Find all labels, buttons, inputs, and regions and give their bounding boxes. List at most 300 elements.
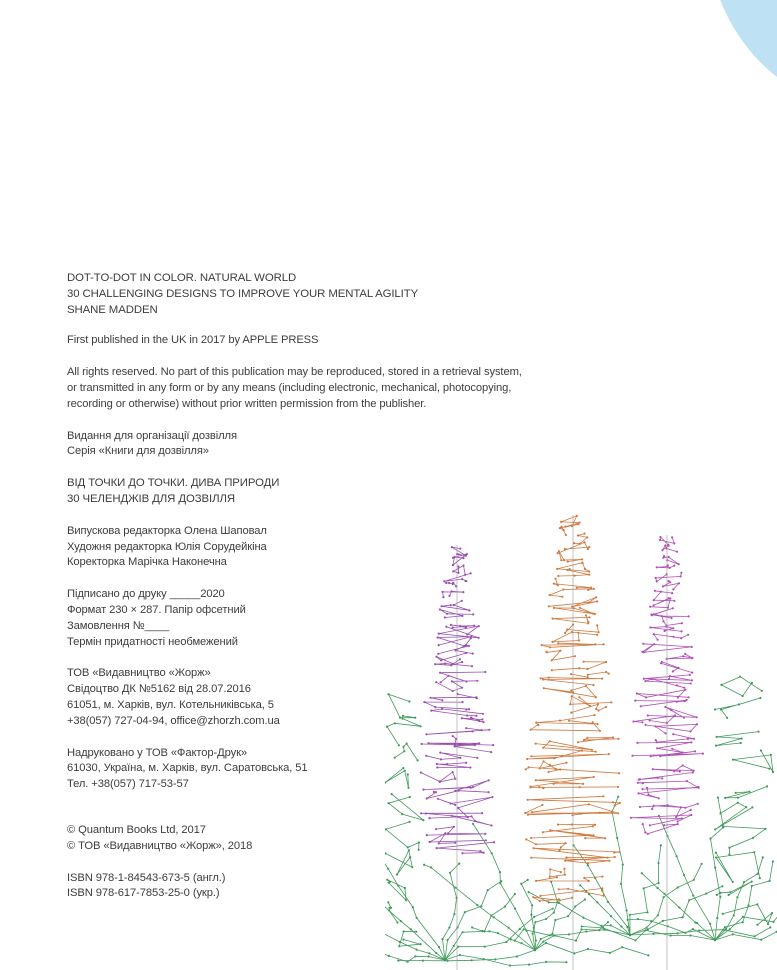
- dot: [497, 932, 499, 934]
- dot: [529, 786, 531, 788]
- dot-path: [657, 565, 674, 568]
- dot: [664, 732, 666, 734]
- dot: [751, 885, 753, 887]
- dot: [459, 954, 461, 956]
- dot: [571, 823, 573, 825]
- dot: [756, 924, 758, 926]
- dot: [574, 655, 576, 657]
- dot-path: [639, 773, 693, 780]
- dot: [488, 779, 490, 781]
- dot: [709, 923, 711, 925]
- dot: [653, 633, 655, 635]
- dot-path: [570, 696, 611, 706]
- dot: [621, 946, 623, 948]
- dot: [396, 873, 398, 875]
- dot: [493, 916, 495, 918]
- dot: [494, 958, 496, 960]
- dot: [551, 659, 553, 661]
- dot: [465, 580, 467, 582]
- dot: [604, 837, 606, 839]
- dot: [548, 605, 550, 607]
- dot: [448, 595, 450, 597]
- dot: [427, 742, 429, 744]
- dot: [553, 583, 555, 585]
- dot: [561, 596, 563, 598]
- dot: [450, 624, 452, 626]
- right-lupin-flower: [630, 535, 704, 970]
- publisher-address: 61051, м. Харків, вул. Котельниківська, 5: [67, 698, 274, 711]
- dot: [603, 643, 605, 645]
- dot: [662, 920, 664, 922]
- dot: [682, 916, 684, 918]
- dot-path: [630, 845, 661, 935]
- dot: [488, 791, 490, 793]
- dot: [669, 597, 671, 599]
- dot-path: [654, 591, 675, 601]
- dot: [504, 906, 506, 908]
- dot-path: [535, 922, 608, 950]
- dot: [439, 781, 441, 783]
- dot: [714, 939, 716, 941]
- dot-path: [536, 741, 596, 751]
- dot: [647, 928, 649, 930]
- dot: [545, 918, 547, 920]
- dot: [435, 656, 437, 658]
- dot: [458, 863, 460, 865]
- dot: [402, 767, 404, 769]
- dot: [629, 914, 631, 916]
- dot: [634, 700, 636, 702]
- dot: [483, 930, 485, 932]
- dot: [670, 709, 672, 711]
- dot: [732, 759, 734, 761]
- dot: [408, 849, 410, 851]
- dot: [657, 777, 659, 779]
- dot: [435, 952, 437, 954]
- corner-decoration-circle: [706, 0, 777, 110]
- dot: [617, 812, 619, 814]
- dot: [676, 551, 678, 553]
- dot: [772, 771, 774, 773]
- dot: [426, 834, 428, 836]
- dot: [641, 721, 643, 723]
- dot: [657, 887, 659, 889]
- dot: [659, 755, 661, 757]
- dot: [597, 709, 599, 711]
- dot: [677, 932, 679, 934]
- dot-path: [446, 583, 456, 587]
- dot: [586, 536, 588, 538]
- dot: [556, 568, 558, 570]
- dot: [650, 755, 652, 757]
- dot: [387, 901, 389, 903]
- dot: [466, 553, 468, 555]
- dot: [452, 604, 454, 606]
- dot: [660, 844, 662, 846]
- dot: [684, 689, 686, 691]
- dot: [638, 779, 640, 781]
- dot: [400, 920, 402, 922]
- dot: [602, 927, 604, 929]
- dot: [688, 899, 690, 901]
- dot-path: [717, 882, 752, 895]
- dot: [588, 546, 590, 548]
- dot: [573, 575, 575, 577]
- dot: [483, 958, 485, 960]
- dot: [643, 887, 645, 889]
- dot: [692, 928, 694, 930]
- dot: [662, 585, 664, 587]
- dot-path: [560, 524, 578, 535]
- dot: [428, 817, 430, 819]
- dot: [545, 961, 547, 963]
- dot-path: [389, 794, 424, 820]
- dot: [559, 650, 561, 652]
- dot: [552, 783, 554, 785]
- dot-path: [427, 728, 490, 734]
- dot: [534, 921, 536, 923]
- dot: [447, 675, 449, 677]
- dot: [741, 737, 743, 739]
- dot: [588, 880, 590, 882]
- dot: [693, 879, 695, 881]
- dot: [666, 573, 668, 575]
- art-editor: Художня редакторка Юлія Сорудейкіна: [67, 540, 267, 553]
- dot: [754, 935, 756, 937]
- dot: [588, 602, 590, 604]
- dot: [531, 904, 533, 906]
- dot: [535, 880, 537, 882]
- dot: [668, 556, 670, 558]
- dot: [478, 742, 480, 744]
- dot-path: [654, 634, 688, 640]
- dot: [591, 749, 593, 751]
- copyright-original: © Quantum Books Ltd, 2017: [67, 823, 206, 836]
- dot: [425, 812, 427, 814]
- dot: [584, 898, 586, 900]
- rights-block: [67, 365, 537, 412]
- dot: [587, 862, 589, 864]
- dot: [698, 929, 700, 931]
- dot: [532, 896, 534, 898]
- dot: [602, 795, 604, 797]
- dot: [671, 592, 673, 594]
- dot: [720, 684, 722, 686]
- dot: [449, 872, 451, 874]
- dot: [437, 636, 439, 638]
- dot: [452, 690, 454, 692]
- dot: [549, 868, 551, 870]
- middle-lupin-flower: [524, 515, 621, 970]
- dot: [412, 906, 414, 908]
- dot: [386, 879, 388, 881]
- dot: [596, 600, 598, 602]
- dot: [472, 786, 474, 788]
- dot: [441, 699, 443, 701]
- dot: [680, 575, 682, 577]
- dot: [649, 719, 651, 721]
- dot: [446, 763, 448, 765]
- dot: [605, 706, 607, 708]
- dot: [553, 911, 555, 913]
- dot: [637, 918, 639, 920]
- dot: [549, 740, 551, 742]
- dot-path: [536, 877, 602, 881]
- dot-path: [643, 824, 678, 834]
- dot: [484, 946, 486, 948]
- dot: [542, 831, 544, 833]
- dot: [549, 764, 551, 766]
- dot: [509, 964, 511, 966]
- dot: [672, 670, 674, 672]
- dot: [470, 636, 472, 638]
- dot: [586, 737, 588, 739]
- order-number: Замовлення №____: [67, 619, 170, 632]
- dot: [616, 837, 618, 839]
- dot: [721, 885, 723, 887]
- dot: [664, 630, 666, 632]
- dot: [587, 622, 589, 624]
- dot: [760, 749, 762, 751]
- dot: [686, 780, 688, 782]
- dot: [672, 733, 674, 735]
- dot: [461, 701, 463, 703]
- dot: [422, 789, 424, 791]
- dot-path: [435, 662, 472, 666]
- original-subtitle: 30 CHALLENGING DESIGNS TO IMPROVE YOUR MENTAL AGILITY: [67, 287, 419, 300]
- dot: [672, 607, 674, 609]
- dot: [524, 812, 526, 814]
- dot: [637, 782, 639, 784]
- dot: [585, 614, 587, 616]
- dot: [605, 671, 607, 673]
- dot: [465, 644, 467, 646]
- dot: [563, 868, 565, 870]
- dot-path: [653, 766, 694, 772]
- dot: [545, 942, 547, 944]
- dot: [527, 814, 529, 816]
- dot: [439, 752, 441, 754]
- dot: [571, 631, 573, 633]
- dot: [426, 797, 428, 799]
- dot: [600, 925, 602, 927]
- dot-path: [385, 948, 445, 962]
- dot: [645, 927, 647, 929]
- dot: [539, 900, 541, 902]
- dot: [527, 879, 529, 881]
- dot: [442, 591, 444, 593]
- dot: [450, 802, 452, 804]
- dot: [592, 684, 594, 686]
- dot: [559, 720, 561, 722]
- dot: [418, 849, 420, 851]
- dot: [684, 932, 686, 934]
- dot: [642, 782, 644, 784]
- dot: [669, 675, 671, 677]
- dot: [465, 727, 467, 729]
- dot: [681, 622, 683, 624]
- dot: [566, 628, 568, 630]
- dot: [601, 876, 603, 878]
- dot: [430, 866, 432, 868]
- dot: [676, 701, 678, 703]
- dot: [690, 809, 692, 811]
- dot: [646, 787, 648, 789]
- dot-path: [723, 826, 766, 854]
- dot: [567, 888, 569, 890]
- dot-path: [635, 700, 686, 706]
- dot: [662, 620, 664, 622]
- dot: [581, 750, 583, 752]
- dot: [549, 646, 551, 648]
- dot: [590, 587, 592, 589]
- dot: [716, 917, 718, 919]
- dot: [682, 655, 684, 657]
- dot-path: [445, 881, 501, 960]
- dot-path: [424, 865, 535, 950]
- publisher-name: ТОВ «Видавництво «Жорж»: [67, 667, 211, 680]
- dot: [453, 945, 455, 947]
- dot: [471, 959, 473, 961]
- dot: [631, 755, 633, 757]
- dot: [593, 714, 595, 716]
- dot: [582, 783, 584, 785]
- dot: [735, 792, 737, 794]
- dot: [690, 741, 692, 743]
- dot: [729, 928, 731, 930]
- dot: [436, 766, 438, 768]
- dot: [732, 933, 734, 935]
- dot: [657, 914, 659, 916]
- dot: [611, 811, 613, 813]
- dot: [715, 856, 717, 858]
- dot: [422, 960, 424, 962]
- dot: [491, 852, 493, 854]
- dot: [534, 949, 536, 951]
- dot: [485, 839, 487, 841]
- dot-path: [716, 852, 760, 882]
- dot: [684, 807, 686, 809]
- dot: [407, 846, 409, 848]
- dot-path: [715, 857, 763, 940]
- dot: [443, 580, 445, 582]
- dot: [692, 894, 694, 896]
- left-lupin-flower: [420, 545, 495, 970]
- dot: [601, 887, 603, 889]
- dot: [388, 909, 390, 911]
- dot: [453, 913, 455, 915]
- dot: [642, 823, 644, 825]
- dot: [722, 825, 724, 827]
- dot: [557, 642, 559, 644]
- dot: [452, 564, 454, 566]
- dot: [546, 651, 548, 653]
- dot: [598, 929, 600, 931]
- rights-line-2: or transmitted in any form or by any means (including electronic, mechanical, photocopying,: [67, 381, 512, 394]
- dot: [447, 832, 449, 834]
- dot-path: [659, 816, 715, 940]
- dot: [565, 961, 567, 963]
- dot: [474, 820, 476, 822]
- dot: [753, 851, 755, 853]
- dot: [557, 584, 559, 586]
- dot: [691, 657, 693, 659]
- dot-path: [725, 786, 767, 798]
- dot: [620, 925, 622, 927]
- dot: [673, 542, 675, 544]
- dot: [500, 880, 502, 882]
- dot: [690, 682, 692, 684]
- original-title: DOT-TO-DOT IN COLOR. NATURAL WORLD: [67, 272, 297, 284]
- dot: [429, 841, 431, 843]
- dot-path: [571, 672, 609, 677]
- dot: [595, 751, 597, 753]
- dot: [540, 938, 542, 940]
- dot: [612, 736, 614, 738]
- dot: [422, 819, 424, 821]
- dot: [683, 717, 685, 719]
- dot: [472, 653, 474, 655]
- dot: [402, 718, 404, 720]
- dot: [462, 564, 464, 566]
- dot: [757, 731, 759, 733]
- dot: [543, 687, 545, 689]
- dot: [677, 823, 679, 825]
- dot: [643, 678, 645, 680]
- dot: [599, 812, 601, 814]
- dot-path: [637, 690, 689, 698]
- dot: [525, 930, 527, 932]
- dot: [745, 806, 747, 808]
- dot: [404, 770, 406, 772]
- series-block: [67, 429, 537, 461]
- dot: [651, 614, 653, 616]
- dot: [551, 641, 553, 643]
- dot-path: [536, 715, 597, 724]
- dot: [537, 724, 539, 726]
- printer-phone: Тел. +38(057) 717-53-57: [67, 778, 189, 791]
- dot: [656, 580, 658, 582]
- dot: [655, 577, 657, 579]
- dot: [458, 553, 460, 555]
- dot: [446, 939, 448, 941]
- dot: [661, 615, 663, 617]
- dot: [406, 743, 408, 745]
- dot: [507, 927, 509, 929]
- dot: [662, 557, 664, 559]
- dot-path: [640, 804, 698, 808]
- format-paper: Формат 230 × 287. Папір офсетний: [67, 603, 246, 616]
- dot: [514, 893, 516, 895]
- dot: [451, 546, 453, 548]
- dot: [478, 625, 480, 627]
- dot: [581, 562, 583, 564]
- dot: [459, 548, 461, 550]
- dot: [577, 523, 579, 525]
- dot: [461, 852, 463, 854]
- dot: [571, 695, 573, 697]
- dot-path: [395, 744, 418, 761]
- dot: [669, 567, 671, 569]
- ukrainian-title-block: [67, 476, 537, 508]
- dot-path: [662, 616, 689, 625]
- dot: [531, 811, 533, 813]
- dot: [471, 926, 473, 928]
- dot: [596, 634, 598, 636]
- dot: [519, 928, 521, 930]
- dot: [451, 680, 453, 682]
- dot: [612, 801, 614, 803]
